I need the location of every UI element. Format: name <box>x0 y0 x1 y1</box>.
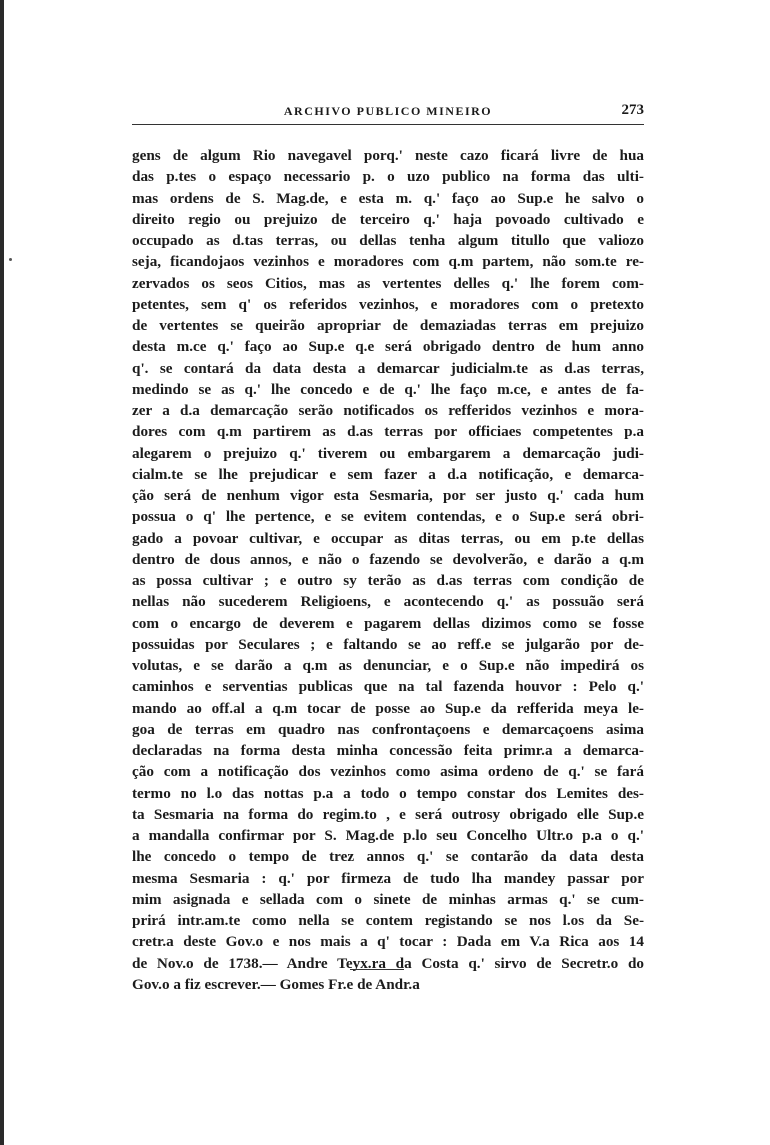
text-line: seja, ficandojaos vezinhos e moradores com q.m partem, não som.te re- <box>132 253 644 271</box>
text-line: zervados os seos Citios, mas as vertentes delles q.' lhe forem com- <box>132 274 644 292</box>
text-line: goa de terras em quadro nas confrontaçoens e demarcaçoens asima <box>132 720 644 738</box>
text-line: mando ao off.al a q.m tocar de posse ao Sup.e da refferida meya le- <box>132 699 644 717</box>
text-line: q'. se contará da data desta a demarcar judicialm.te as d.as terras, <box>132 359 644 377</box>
text-line: declaradas na forma desta minha concessão feita primr.a a demarca- <box>132 742 644 759</box>
text-line: volutas, e se darão a q.m as denunciar, e o Sup.e não impedirá os <box>132 657 644 674</box>
text-line: occupado as d.tas terras, ou dellas tenha algum titullo que valiozo <box>132 232 644 249</box>
text-line: medindo se as q.' lhe concedo e de q.' lhe faço m.ce, e antes de fa- <box>132 380 644 398</box>
text-line: cialm.te se lhe prejudicar e sem fazer a d.a notificação, e demarca- <box>132 465 644 483</box>
text-line: gado a povoar cultivar, e occupar as ditas terras, ou em p.te dellas <box>132 529 644 547</box>
text-line: as possa cultivar ; e outro sy terão as d.as terras com condição de <box>132 572 644 589</box>
text-line: dentro de dous annos, e não o fazendo se devolverão, e darão a q.m <box>132 550 644 568</box>
text-line: ção com a notificação dos vezinhos como asima ordeno de q.' se fará <box>132 763 644 781</box>
text-line: caminhos e serventias publicas que na tal fazenda houvor : Pelo q.' <box>132 678 644 696</box>
body-text <box>132 145 644 995</box>
text-line: ção será de nenhum vigor esta Sesmaria, por ser justo q.' cada hum <box>132 487 644 504</box>
text-line: prirá intr.am.te como nella se contem registando se nos l.os da Se- <box>132 912 644 929</box>
header-title: ARCHIVO PUBLICO MINEIRO <box>283 104 493 118</box>
text-line: mim asignada e sellada com o sinete de minhas armas q.' se cum- <box>132 890 644 908</box>
text-line: mesma Sesmaria : q.' por firmeza de tudo lha mandey passar por <box>132 869 644 887</box>
text-line: direito regio ou prejuizo de terceiro q.' haja povoado cultivado e <box>132 210 644 228</box>
text-line: nellas não sucederem Religioens, e acontecendo q.' as possuão será <box>132 593 644 611</box>
text-line: dores com q.m partirem as d.as terras por officiaes competentes p.a <box>132 423 644 441</box>
text-line: desta m.ce q.' faço ao Sup.e q.e será obrigado dentro de hum anno <box>132 338 644 356</box>
text-line: lhe concedo o tempo de trez annos q.' se contarão da data desta <box>132 848 644 866</box>
text-line: gens de algum Rio navegavel porq.' neste cazo ficará livre de hua <box>132 147 644 164</box>
text-line: com o encargo de deverem e pagarem dellas dizimos como se fosse <box>132 614 644 632</box>
end-rule <box>350 969 404 970</box>
text-line: petentes, sem q' os referidos vezinhos, e moradores com o pretexto <box>132 295 644 313</box>
page-edge-shadow <box>0 0 4 1145</box>
text-line: termo no l.o das nottas p.a a todo o tempo constar dos Lemites des- <box>132 784 644 802</box>
text-line: alegarem o prejuizo q.' tiverem ou embargarem a demarcação judi- <box>132 444 644 462</box>
text-line: das p.tes o espaço necessario p. o uzo publico na forma das ulti- <box>132 168 644 186</box>
text-line: de Nov.o de 1738.— Andre Teyx.ra da Costa q.' sirvo de Secretr.o do <box>132 954 644 972</box>
text-line: zer a d.a demarcação serão notificados os refferidos vezinhos e mora- <box>132 402 644 419</box>
text-line: de vertentes se queirão apropriar de demaziadas terras em prejuizo <box>132 317 644 334</box>
text-line: cretr.a deste Gov.o e nos mais a q' tocar : Dada em V.a Rica aos 14 <box>132 933 644 951</box>
running-header <box>132 104 644 126</box>
text-line: a mandalla confirmar por S. Mag.de p.lo seu Concelho Ultr.o p.a o q.' <box>132 827 644 844</box>
text-line: possua o q' lhe pertence, e se evitem contendas, e o Sup.e será obri- <box>132 508 644 526</box>
text-line-last: Gov.o a fiz escrever.— Gomes Fr.e de Andr.a <box>132 975 420 993</box>
page-number: 273 <box>621 102 644 118</box>
scan-speck <box>9 258 12 261</box>
header-rule <box>132 124 644 125</box>
text-line: mas ordens de S. Mag.de, e esta m. q.' faço ao Sup.e he salvo o <box>132 189 644 207</box>
text-line: ta Sesmaria na forma do regim.to , e será outrosy obrigado elle Sup.e <box>132 805 644 823</box>
text-line: possuidas por Seculares ; e faltando se ao reff.e se julgarão por de- <box>132 635 644 653</box>
